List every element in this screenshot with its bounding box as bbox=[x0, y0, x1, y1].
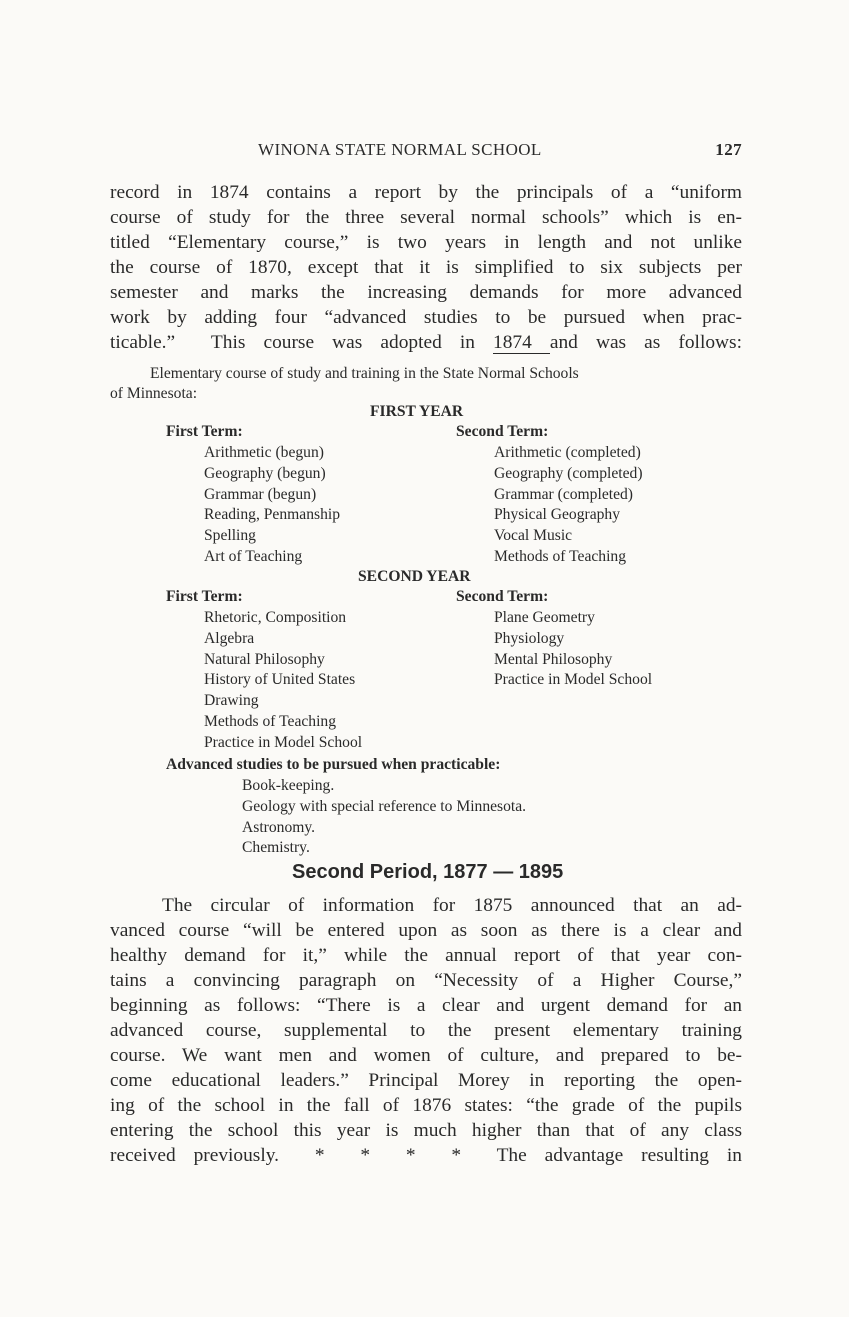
text-line: come educational leaders.” Principal Morey in reporting the open- bbox=[110, 1070, 742, 1091]
first-year-second-term-list bbox=[494, 443, 643, 568]
text-line-final bbox=[110, 330, 742, 355]
text-line: tains a convincing paragraph on “Necessity of a Higher Course,” bbox=[110, 970, 742, 991]
second-year-first-term-list bbox=[204, 608, 362, 754]
page-number: 127 bbox=[715, 140, 742, 159]
text-segment: ticable.” This course was adopted in bbox=[110, 332, 494, 353]
subject-item: Vocal Music bbox=[494, 527, 573, 545]
advanced-item: Chemistry. bbox=[242, 839, 310, 857]
text-line: record in 1874 contains a report by the principals of a “uniform bbox=[110, 182, 742, 203]
second-year-second-term-label: Second Term: bbox=[456, 588, 549, 605]
subject-item: Arithmetic (completed) bbox=[494, 444, 641, 461]
subject-item: History of United States bbox=[204, 671, 356, 689]
subject-item: Practice in Model School bbox=[494, 671, 653, 689]
subject-item: Arithmetic (begun) bbox=[204, 444, 324, 461]
text-line: advanced course, supplemental to the present elementary training bbox=[110, 1020, 742, 1041]
first-year-first-term-list bbox=[204, 443, 340, 568]
advanced-item: Book-keeping. bbox=[242, 777, 335, 794]
subject-item: Physiology bbox=[494, 629, 565, 647]
section-title: Second Period, 1877 — 1895 bbox=[292, 861, 564, 883]
subject-item: Reading, Penmanship bbox=[204, 506, 340, 524]
subject-item: Mental Philosophy bbox=[494, 650, 613, 668]
running-header bbox=[110, 140, 742, 166]
subject-item: Rhetoric, Composition bbox=[204, 609, 347, 626]
subject-item: Drawing bbox=[204, 692, 259, 710]
subject-item: Plane Geometry bbox=[494, 609, 595, 626]
subject-item: Natural Philosophy bbox=[204, 650, 325, 668]
subject-item: Grammar (completed) bbox=[494, 485, 633, 503]
text-line: received previously. * * * * The advantage resulting in bbox=[110, 1145, 742, 1166]
subject-item: Spelling bbox=[204, 527, 256, 545]
text-line: healthy demand for it,” while the annual report of that year con- bbox=[110, 945, 742, 966]
first-year-heading: FIRST YEAR bbox=[370, 403, 464, 420]
subject-item: Methods of Teaching bbox=[204, 712, 337, 730]
subject-item: Grammar (begun) bbox=[204, 485, 317, 503]
text-line: the course of 1870, except that it is simplified to six subjects per bbox=[110, 257, 742, 278]
text-line: work by adding four “advanced studies to be pursued when prac- bbox=[110, 307, 742, 328]
second-year-second-term-list bbox=[494, 608, 652, 691]
second-year-heading: SECOND YEAR bbox=[358, 568, 471, 585]
text-line: entering the school this year is much higher than that of any class bbox=[110, 1120, 742, 1141]
advanced-studies-label: Advanced studies to be pursued when practicable: bbox=[166, 756, 501, 773]
text-line: semester and marks the increasing demands for more advanced bbox=[110, 282, 742, 303]
subject-item: Geography (completed) bbox=[494, 464, 643, 482]
course-caption-line1: Elementary course of study and training in the State Normal Schools bbox=[150, 365, 579, 382]
advanced-item: Astronomy. bbox=[242, 818, 316, 836]
subject-item: Algebra bbox=[204, 629, 255, 647]
underlined-year: 1874 bbox=[493, 332, 550, 353]
text-segment: and was as follows: bbox=[549, 332, 742, 353]
second-year-first-term-label: First Term: bbox=[166, 588, 243, 605]
advanced-item: Geology with special reference to Minnesota. bbox=[242, 797, 527, 815]
text-line: beginning as follows: “There is a clear and urgent demand for an bbox=[110, 995, 742, 1016]
text-line: ing of the school in the fall of 1876 states: “the grade of the pupils bbox=[110, 1095, 742, 1116]
subject-item: Practice in Model School bbox=[204, 733, 363, 751]
second-paragraph bbox=[110, 893, 742, 1168]
subject-item: Art of Teaching bbox=[204, 547, 303, 565]
running-head-title: WINONA STATE NORMAL SCHOOL bbox=[258, 140, 542, 159]
subject-item: Geography (begun) bbox=[204, 464, 326, 482]
text-line: The circular of information for 1875 announced that an ad- bbox=[162, 895, 742, 916]
course-caption-line2: of Minnesota: bbox=[110, 385, 198, 402]
text-line: titled “Elementary course,” is two years in length and not unlike bbox=[110, 232, 742, 253]
advanced-studies-list bbox=[242, 776, 526, 859]
text-line: course of study for the three several normal schools” which is en- bbox=[110, 207, 742, 228]
subject-item: Physical Geography bbox=[494, 506, 621, 524]
first-year-first-term-label: First Term: bbox=[166, 423, 243, 440]
text-line: vanced course “will be entered upon as soon as there is a clear and bbox=[110, 920, 742, 941]
first-year-second-term-label: Second Term: bbox=[456, 423, 549, 440]
intro-paragraph bbox=[110, 180, 742, 355]
text-line: course. We want men and women of culture, and prepared to be- bbox=[110, 1045, 742, 1066]
subject-item: Methods of Teaching bbox=[494, 547, 627, 565]
